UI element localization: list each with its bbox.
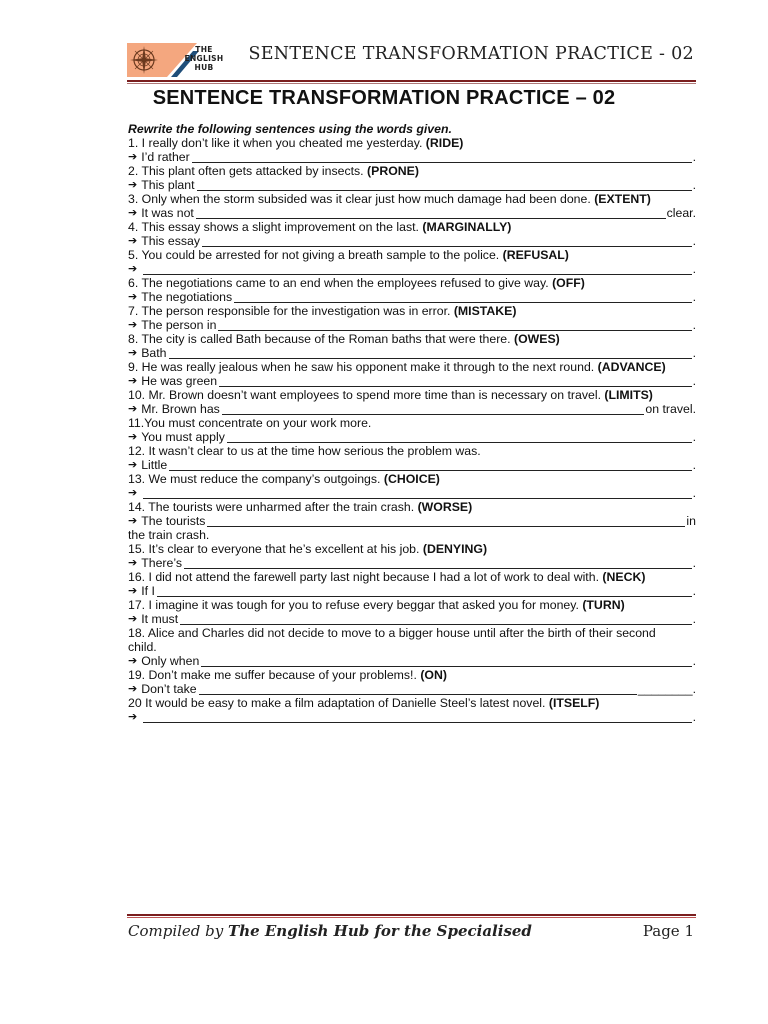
answer-blank[interactable] [227,432,692,443]
arrow-icon: ➔ [128,402,138,415]
answer-start: If I [141,584,155,598]
answer-line [128,374,696,388]
question-line [128,360,696,374]
answer-blank[interactable] [192,152,692,163]
keyword: (OFF) [552,276,585,290]
keyword: (NECK) [602,570,646,584]
answer-blank[interactable] [218,320,691,331]
keyword: (EXTENT) [594,192,651,206]
arrow-icon: ➔ [128,234,138,247]
question-line [128,388,696,402]
answer-line [128,234,696,248]
answer-end: . [692,346,696,360]
question-text: 16. I did not attend the farewell party last night because I had a lot of work to deal with. [128,570,603,584]
question-text: 4. This essay shows a slight improvement on the last. [128,220,423,234]
answer-line [128,290,696,304]
question-line [128,696,696,710]
question-text: 7. The person responsible for the investigation was in error. [128,304,454,318]
arrow-icon: ➔ [128,682,138,695]
question-text: 11.You must concentrate on your work more. [128,416,372,430]
question-text: 5. You could be arrested for not giving a breath sample to the police. [128,248,503,262]
keyword: (RIDE) [425,136,464,150]
answer-end: . [692,584,696,598]
answer-start: I’d rather [141,150,190,164]
question-line [128,136,696,150]
answer-blank[interactable] [143,488,691,499]
arrow-icon: ➔ [128,458,138,471]
footer-credit: Compiled by The English Hub for the Specialised [128,922,532,940]
answer-line [128,346,696,360]
arrow-icon: ➔ [128,486,138,499]
question-line [128,276,696,290]
question-text: 10. Mr. Brown doesn’t want employees to spend more time than is necessary on travel. [128,388,605,402]
answer-end: . [692,710,696,724]
question-line [128,444,696,458]
answer-start: It must [141,612,179,626]
question-line [128,598,696,612]
arrow-icon: ➔ [128,430,138,443]
arrow-icon: ➔ [128,374,138,387]
arrow-icon: ➔ [128,346,138,359]
question-line [128,332,696,346]
answer-blank[interactable] [196,208,666,219]
question-text: 20 It would be easy to make a film adaptation of Danielle Steel’s latest novel. [128,696,549,710]
answer-line [128,584,696,598]
answer-blank[interactable] [199,684,637,695]
answer-end: . [692,612,696,626]
question-text: 6. The negotiations came to an end when the employees refused to give way. [128,276,553,290]
question-text: 2. This plant often gets attacked by insects. [128,164,368,178]
running-header-title: SENTENCE TRANSFORMATION PRACTICE - 02 [248,44,694,64]
answer-blank[interactable] [219,376,691,387]
answer-start: You must apply [141,430,225,444]
question-line [128,500,696,514]
answer-line [128,178,696,192]
answer-end: . [692,318,696,332]
logo-text: THE ENGLISH HUB [184,45,224,72]
question-line [128,164,696,178]
exercise-body [128,122,696,724]
answer-line [128,682,696,696]
answer-end: . [692,458,696,472]
keyword: (WORSE) [417,500,473,514]
answer-start: Mr. Brown has [141,402,220,416]
arrow-icon: ➔ [128,318,138,331]
answer-end: . [692,234,696,248]
question-text: 8. The city is called Bath because of the Roman baths that were there. [128,332,514,346]
question-line [128,668,696,682]
footer-rule [127,914,696,916]
answer-end: . [692,374,696,388]
answer-blank[interactable] [201,656,691,667]
answer-line [128,556,696,570]
answer-end: . [692,178,696,192]
arrow-icon: ➔ [128,206,138,219]
answer-line [128,206,696,220]
question-line [128,220,696,234]
answer-line [128,612,696,626]
answer-end: ________. [637,682,696,696]
arrow-icon: ➔ [128,612,138,625]
answer-line [128,486,696,500]
arrow-icon: ➔ [128,290,138,303]
answer-blank[interactable] [143,712,691,723]
answer-start: This plant [141,178,195,192]
question-text: 3. Only when the storm subsided was it clear just how much damage had been done. [128,192,595,206]
answer-blank[interactable] [169,348,692,359]
arrow-icon: ➔ [128,584,138,597]
keyword: (ADVANCE) [597,360,666,374]
keyword: (MARGINALLY) [422,220,512,234]
keyword: (PRONE) [367,164,419,178]
answer-start: There’s [141,556,183,570]
answer-start: Only when [141,654,200,668]
answer-line [128,402,696,416]
answer-start: This essay [141,234,200,248]
question-text: 12. It wasn’t clear to us at the time how serious the problem was. [128,444,481,458]
answer-end: clear. [666,206,696,220]
header-rule-thin [127,83,696,84]
answer-end: in [686,514,696,528]
keyword: (DENYING) [422,542,488,556]
question-line [128,570,696,584]
answer-start: The tourists [141,514,206,528]
answer-continuation: the train crash. [128,528,210,542]
answer-start: He was green [141,374,218,388]
arrow-icon: ➔ [128,514,138,527]
question-line [128,472,696,486]
question-text: 19. Don’t make me suffer because of your problems!. [128,668,421,682]
answer-end: . [692,486,696,500]
answer-line [128,150,696,164]
answer-line [128,430,696,444]
arrow-icon: ➔ [128,654,138,667]
header-rule [127,80,696,82]
keyword: (MISTAKE) [453,304,517,318]
answer-start: It was not [141,206,194,220]
keyword: (ITSELF) [548,696,600,710]
question-line [128,542,696,556]
answer-start: Don’t take [141,682,197,696]
keyword: (LIMITS) [604,388,653,402]
answer-blank[interactable] [197,180,692,191]
keyword: (TURN) [582,598,625,612]
question-text: 14. The tourists were unharmed after the train crash. [128,500,418,514]
page-title: SENTENCE TRANSFORMATION PRACTICE – 02 [152,87,616,109]
answer-end: . [692,654,696,668]
answer-blank[interactable] [222,404,645,415]
question-text: 17. I imagine it was tough for you to refuse every beggar that asked you for money. [128,598,583,612]
question-text: 18. Alice and Charles did not decide to move to a bigger house until after the birth of their second [128,626,656,640]
page-number: Page 1 [642,922,694,940]
exercise-list [128,136,696,724]
answer-line [128,514,696,528]
question-text: 1. I really don’t like it when you cheated me yesterday. [128,136,426,150]
answer-blank[interactable] [180,614,691,625]
answer-start: Bath [141,346,167,360]
question-line [128,248,696,262]
keyword: (OWES) [513,332,560,346]
arrow-icon: ➔ [128,556,138,569]
question-line [128,304,696,318]
arrow-icon: ➔ [128,710,138,723]
keyword: (REFUSAL) [502,248,569,262]
answer-start: The person in [141,318,217,332]
answer-end: on travel. [645,402,696,416]
question-line [128,416,696,430]
answer-start: Little [141,458,168,472]
question-text: 15. It’s clear to everyone that he’s excellent at his job. [128,542,423,556]
answer-blank[interactable] [234,292,691,303]
answer-end: . [692,150,696,164]
question-text: 9. He was really jealous when he saw his opponent make it through to the next round. [128,360,598,374]
arrow-icon: ➔ [128,150,138,163]
answer-line [128,318,696,332]
answer-blank[interactable] [202,236,692,247]
answer-blank[interactable] [143,264,691,275]
question-text: 13. We must reduce the company’s outgoings. [128,472,384,486]
arrow-icon: ➔ [128,178,138,191]
answer-blank[interactable] [207,516,685,527]
keyword: (ON) [420,668,447,682]
answer-blank[interactable] [184,558,692,569]
answer-line [128,458,696,472]
footer-rule-thin [127,917,696,918]
answer-start: The negotiations [141,290,233,304]
answer-end: . [692,262,696,276]
question-line [128,626,696,640]
question-line [128,192,696,206]
question-continuation: child. [128,640,157,654]
answer-blank[interactable] [169,460,691,471]
instruction: Rewrite the following sentences using the words given. [128,122,452,136]
answer-line [128,710,696,724]
arrow-icon: ➔ [128,262,138,275]
keyword: (CHOICE) [383,472,440,486]
answer-end: . [692,290,696,304]
english-hub-logo [127,43,228,77]
answer-end: . [692,430,696,444]
answer-line [128,654,696,668]
answer-blank[interactable] [157,586,692,597]
answer-end: . [692,556,696,570]
answer-line [128,262,696,276]
